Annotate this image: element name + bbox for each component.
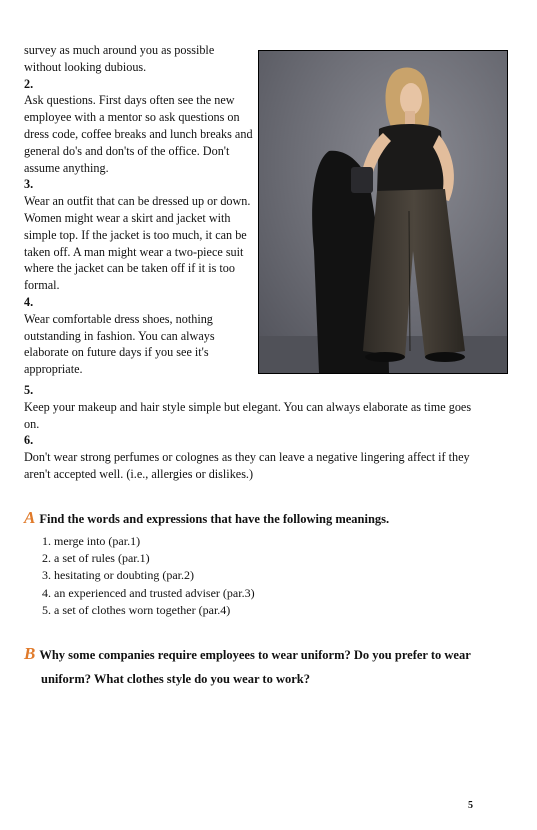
text-block-bottom (24, 382, 494, 483)
list-item: 4. an experienced and trusted adviser (par.3) (42, 585, 255, 600)
text-line: general do's and don'ts of the office. Don't (24, 143, 230, 158)
text-line: on. (24, 416, 40, 431)
section-b-question-line: uniform? What clothes style do you wear to work? (41, 672, 310, 686)
text-line: survey as much around you as possible (24, 43, 215, 57)
list-item: 5. a set of clothes worn together (par.4) (42, 602, 231, 617)
text-line: formal. (24, 278, 60, 293)
section-b-letter: B (24, 644, 36, 663)
section-a-list (42, 533, 255, 619)
paragraph-number: 5. (24, 383, 34, 397)
section-a-letter: A (24, 508, 36, 527)
text-line: Ask questions. First days often see the new (24, 93, 235, 108)
text-line: where the jacket can be taken off if it is too (24, 261, 235, 276)
paragraph-number: 3. (24, 177, 34, 192)
fashion-photo (258, 50, 508, 374)
section-a-heading (24, 506, 389, 531)
text-line: outstanding in fashion. You can always (24, 328, 215, 343)
text-line: assume anything. (24, 160, 109, 175)
list-item: 2. a set of rules (par.1) (42, 551, 150, 566)
text-block-top (24, 42, 254, 378)
text-line: taken off. A man might wear a two-piece suit (24, 244, 244, 259)
paragraph-number: 2. (24, 76, 34, 91)
text-line: aren't accepted well. (i.e., allergies or dislikes.) (24, 466, 254, 481)
list-item: 1. merge into (par.1) (42, 534, 141, 548)
text-line: Women might wear a skirt and jacket with (24, 210, 231, 225)
text-line: Wear comfortable dress shoes, nothing (24, 311, 213, 326)
text-line: Don't wear strong perfumes or colognes as they can leave a negative lingering affect if they (24, 450, 470, 465)
text-line: elaborate on future days if you see it's (24, 345, 209, 360)
paragraph-number: 4. (24, 294, 34, 309)
text-line: appropriate. (24, 362, 83, 377)
text-line: Wear an outfit that can be dressed up or down. (24, 194, 251, 209)
section-a-instruction: Find the words and expressions that have the following meanings. (39, 512, 390, 526)
paragraph-number: 6. (24, 433, 34, 448)
text-line: dress code, coffee breaks and lunch breaks and (24, 126, 253, 141)
section-b-heading (24, 642, 494, 691)
list-item: 3. hesitating or doubting (par.2) (42, 568, 194, 583)
page-number: 5 (468, 800, 473, 811)
text-line: without looking dubious. (24, 59, 147, 74)
text-line: Keep your makeup and hair style simple but elegant. You can always elaborate as time goes (24, 399, 472, 414)
text-line: simple top. If the jacket is too much, it can be (24, 227, 247, 242)
woman-in-wide-trousers-image (259, 51, 507, 373)
text-line: employee with a mentor so ask questions on (24, 110, 240, 125)
section-b-question-line: Why some companies require employees to wear uniform? Do you prefer to wear (39, 648, 471, 662)
